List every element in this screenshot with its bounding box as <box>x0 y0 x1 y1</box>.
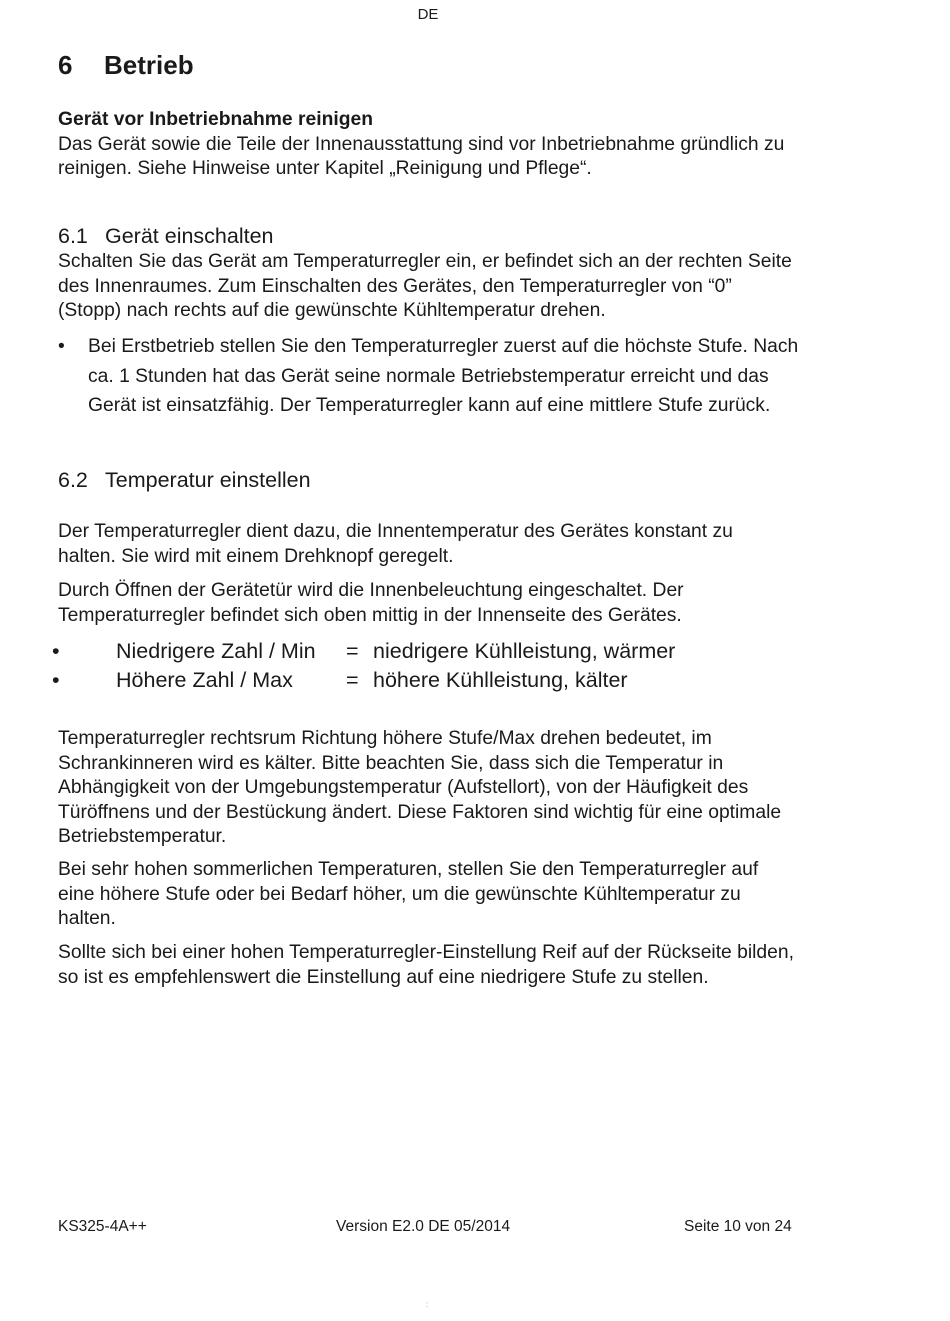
text-line: eine höhere Stufe oder bei Bedarf höher, um die gewünschte Kühltemperatur zu <box>58 883 741 905</box>
section-6-1-text <box>58 250 878 324</box>
text-line: Sollte sich bei einer hohen Temperaturregler-Einstellung Reif auf der Rückseite bilden, <box>58 942 794 963</box>
text-line: Der Temperaturregler dient dazu, die Innentemperatur des Gerätes konstant zu <box>58 521 733 542</box>
bullet: • <box>52 667 60 692</box>
text-line: ca. 1 Stunden hat das Gerät seine normale Betriebstemperatur erreicht und das <box>88 365 769 387</box>
bullet: • <box>52 639 60 663</box>
section-6-2-heading <box>58 468 311 493</box>
section-6-1-heading <box>58 224 274 249</box>
setting-label: Niedrigere Zahl / Min <box>116 639 316 663</box>
text-line: (Stopp) nach rechts auf die gewünschte Kühltemperatur drehen. <box>58 300 606 321</box>
list-item <box>52 666 675 695</box>
text-line: des Innenraumes. Zum Einschalten des Gerätes, den Temperaturregler von “0” <box>58 275 732 297</box>
text-line: halten. <box>58 908 116 929</box>
text-line: Betriebstemperatur. <box>58 826 227 847</box>
temperature-settings-list <box>52 637 675 694</box>
text-line: Durch Öffnen der Gerätetür wird die Innenbeleuchtung eingeschaltet. Der <box>58 580 684 601</box>
footer-page-number: Seite 10 von 24 <box>684 1218 792 1235</box>
setting-value: niedrigere Kühlleistung, wärmer <box>373 639 676 663</box>
footer-version: Version E2.0 DE 05/2014 <box>336 1218 511 1235</box>
text-line: so ist es empfehlenswert die Einstellung auf eine niedrigere Stufe zu stellen. <box>58 966 709 988</box>
section-title: Gerät einschalten <box>105 224 274 248</box>
section-6-2-para-3 <box>58 727 878 850</box>
section-number: 6.2 <box>58 468 88 492</box>
chapter-number: 6 <box>58 50 73 80</box>
scan-mark: : <box>426 1300 429 1309</box>
text-line: Temperaturregler rechtsrum Richtung höhere Stufe/Max drehen bedeutet, im <box>58 728 712 749</box>
text-line: Bei sehr hohen sommerlichen Temperaturen, stellen Sie den Temperaturregler auf <box>58 859 759 880</box>
text-line: Schalten Sie das Gerät am Temperaturregler ein, er befindet sich an der rechten Seite <box>58 251 792 272</box>
text-line: Schrankinneren wird es kälter. Bitte beachten Sie, dass sich die Temperatur in <box>58 752 724 774</box>
language-label: DE <box>417 6 439 23</box>
section-6-2-para-4 <box>58 858 878 932</box>
section-title: Temperatur einstellen <box>105 468 311 492</box>
chapter-title: Betrieb <box>104 50 194 80</box>
list-item <box>58 332 878 421</box>
text-line: • Bei Erstbetrieb stellen Sie den Temperaturregler zuerst auf die höchste Stufe. Nach <box>88 336 799 357</box>
footer-model: KS325-4A++ <box>58 1218 147 1235</box>
text-line: Gerät ist einsatzfähig. Der Temperaturregler kann auf eine mittlere Stufe zurück. <box>88 395 771 416</box>
text-line: Abhängigkeit von der Umgebungstemperatur (Aufstellort), von der Häufigkeit des <box>58 777 749 798</box>
setting-label: Höhere Zahl / Max <box>116 667 293 692</box>
cleaning-block <box>58 108 878 182</box>
chapter-heading <box>58 50 194 81</box>
section-6-1-bullets <box>58 332 878 421</box>
text-line: Türöffnens und der Bestückung ändert. Diese Faktoren sind wichtig für eine optimale <box>58 801 782 823</box>
text-line: Temperaturregler befindet sich oben mittig in der Innenseite des Gerätes. <box>58 604 682 626</box>
cleaning-title: Gerät vor Inbetriebnahme reinigen <box>58 109 374 130</box>
section-6-2-para-1 <box>58 520 878 569</box>
text-line: halten. Sie wird mit einem Drehknopf geregelt. <box>58 545 454 567</box>
text-line: reinigen. Siehe Hinweise unter Kapitel „Reinigung und Pflege“. <box>58 158 592 179</box>
section-number: 6.1 <box>58 224 88 248</box>
setting-equals: = <box>346 667 359 692</box>
setting-value: höhere Kühlleistung, kälter <box>373 667 628 692</box>
section-6-2-para-5 <box>58 941 878 990</box>
setting-equals: = <box>346 639 359 663</box>
list-item <box>52 637 675 666</box>
text-line: Das Gerät sowie die Teile der Innenausstattung sind vor Inbetriebnahme gründlich zu <box>58 133 785 155</box>
section-6-2-para-2 <box>58 579 878 628</box>
